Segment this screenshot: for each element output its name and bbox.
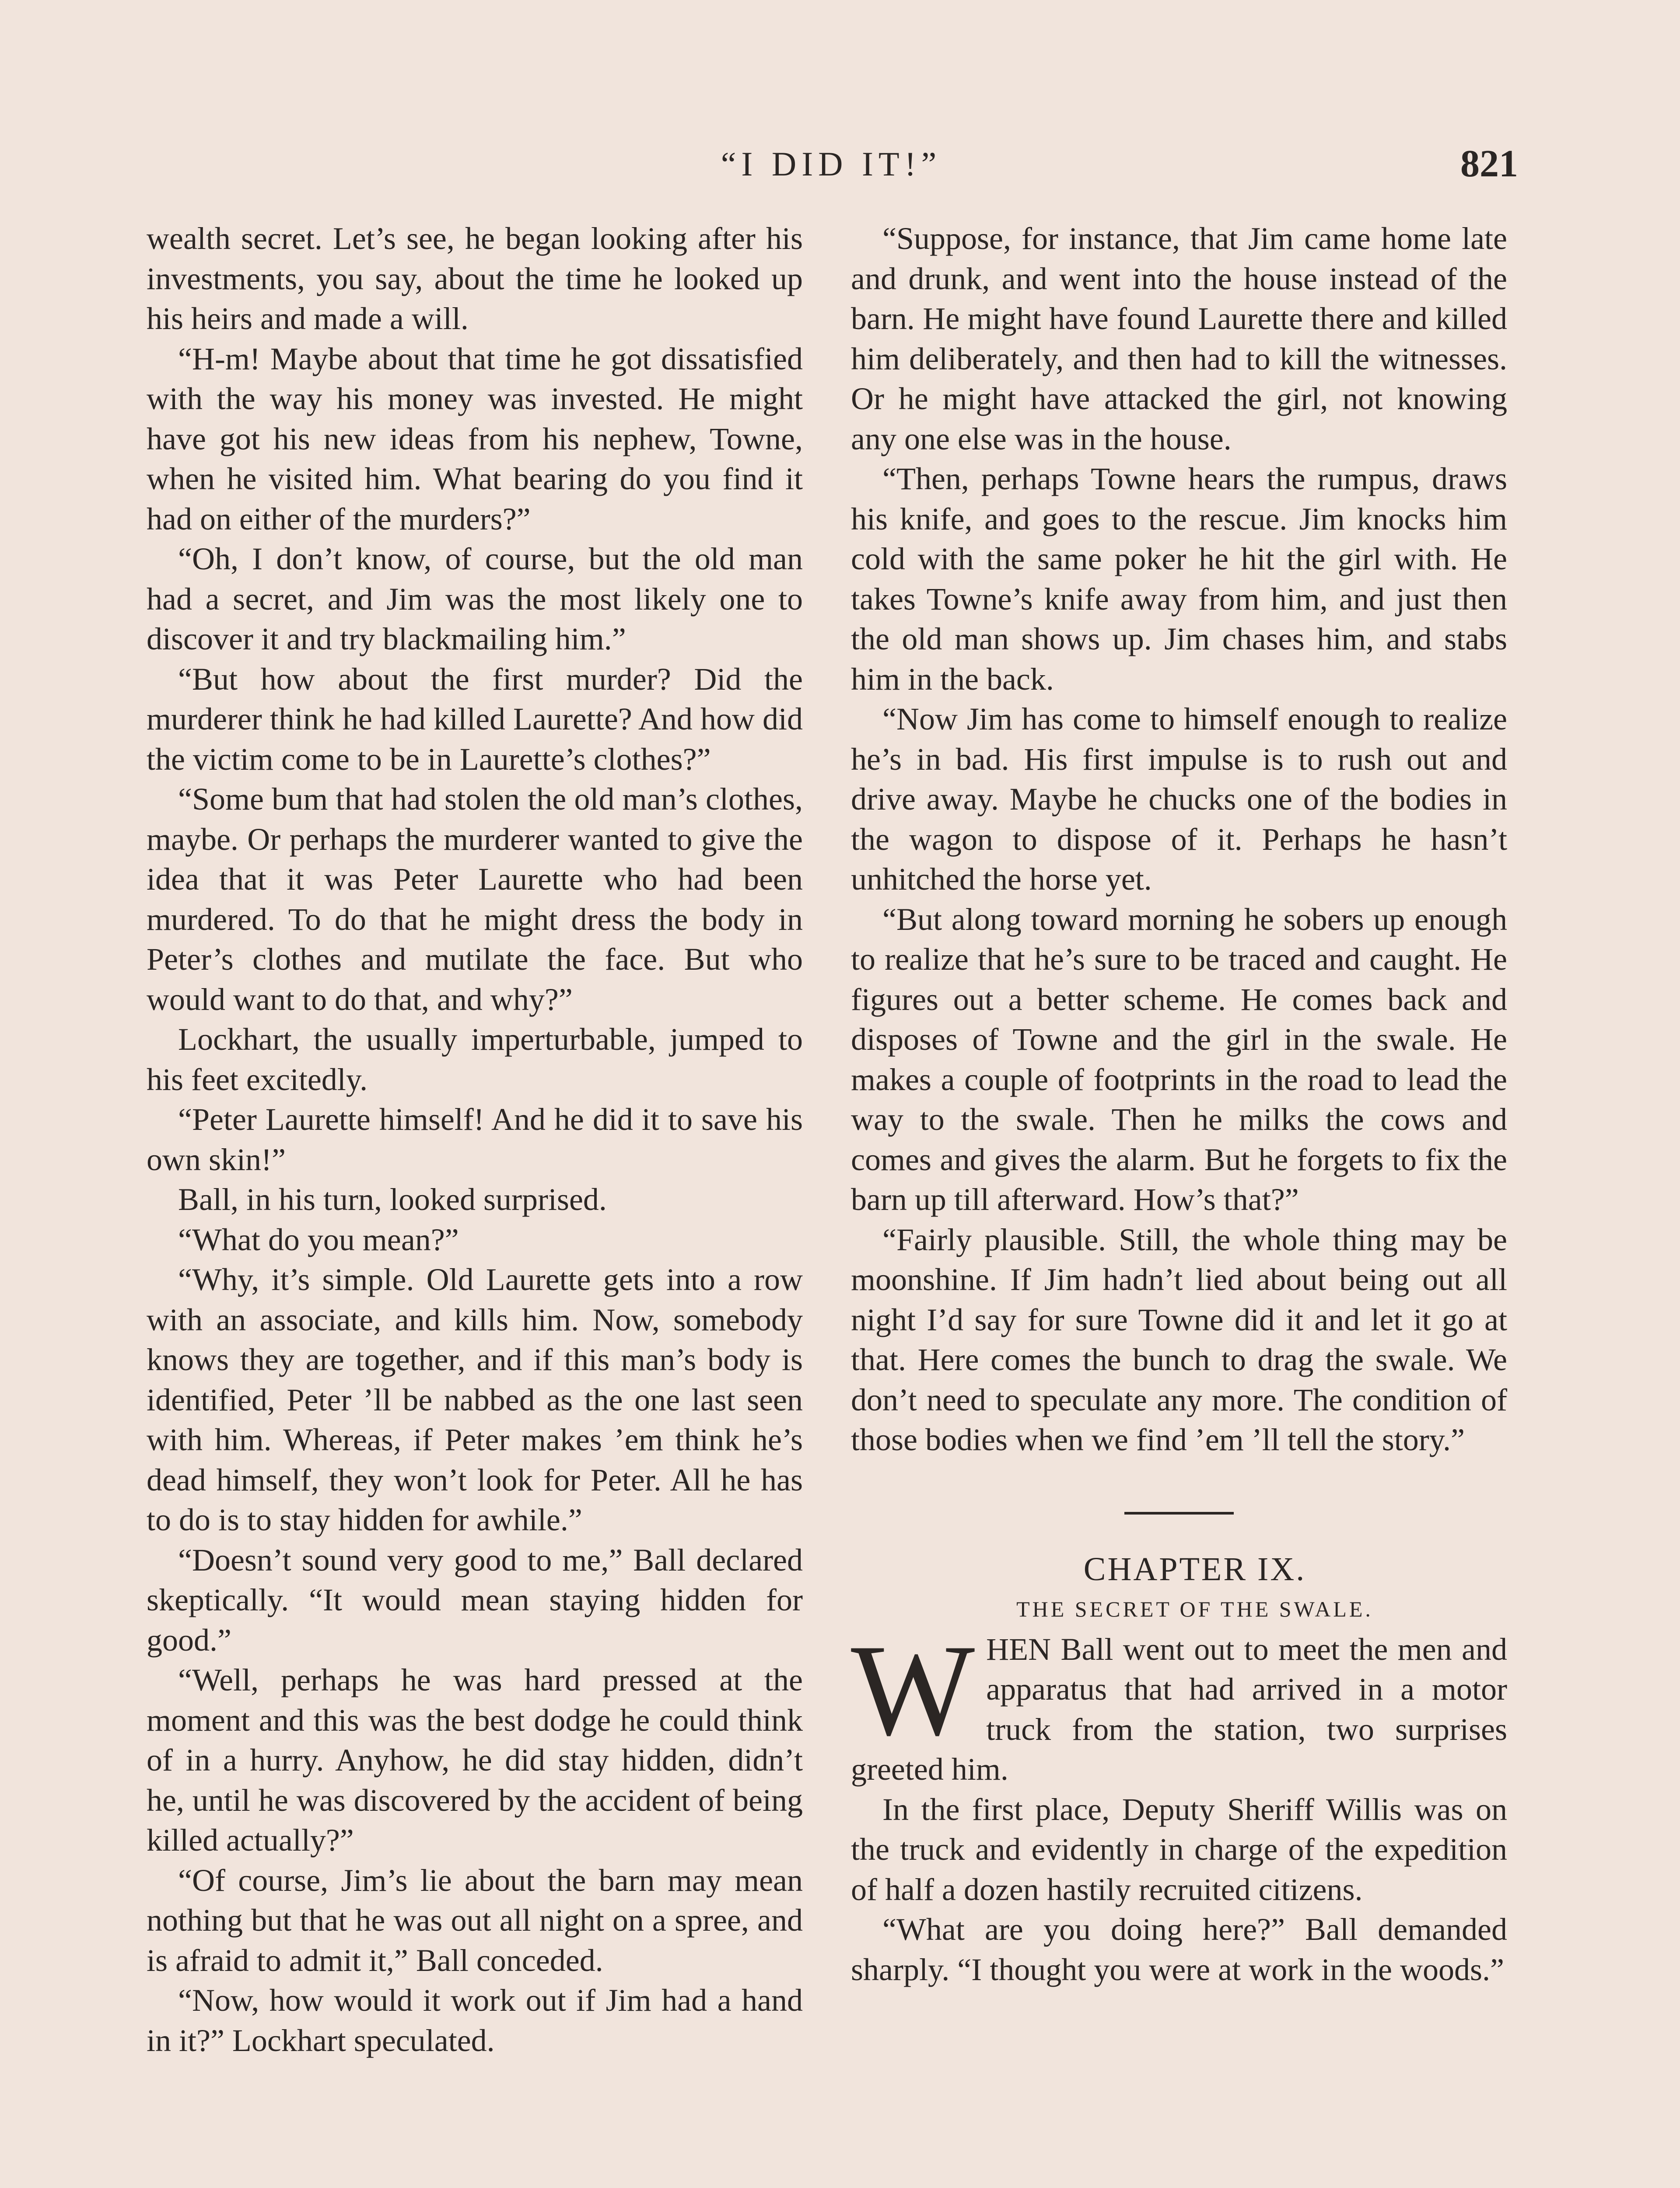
paragraph: “Some bum that had stolen the old man’s clothes, maybe. Or perhaps the murderer wanted to give the idea that it was Peter Laurette who had been murdered. To do that he might dress the body in Peter’s clothes and mutilate the face. But who would want to do that, and why?” [147,782,803,1017]
chapter-paragraph: In the first place, Deputy Sheriff Willis was on the truck and evidently in charge of the expedition of half a dozen hastily recruited citizens. [851,1792,1507,1907]
paragraph: “Well, perhaps he was hard pressed at the moment and this was the best dodge he could think of in a hurry. Anyhow, he did stay hidden, didn’t he, until he was discovered by the accident of being killed actually?” [147,1662,803,1858]
paragraph: “But how about the first murder? Did the murderer think he had killed Laurette? And how did the victim come to be in Laurette’s clothes?” [147,661,803,777]
paragraph: “Peter Laurette himself! And he did it to save his own skin!” [147,1102,803,1177]
drop-cap: W [851,1617,975,1763]
paragraph: Ball, in his turn, looked surprised. [178,1182,607,1217]
paragraph: “Doesn’t sound very good to me,” Ball declared skeptically. “It would mean staying hidden for good.” [147,1542,803,1658]
chapter-title: CHAPTER IX. [1083,1550,1306,1588]
paragraph: “Of course, Jim’s lie about the barn may mean nothing but that he was out all night on a spree, and is afraid to admit it,” Ball conceded. [147,1862,803,1978]
running-title: “I DID IT!” [721,145,942,183]
paragraph: “Now, how would it work out if Jim had a hand in it?” Lockhart speculated. [147,1983,803,2058]
paragraph: “But along toward morning he sobers up enough to realize that he’s sure to be traced and caught. He figures out a better scheme. He comes back and disposes of Towne and the girl in the swale. He makes a couple of footprints in the road to lead the way to the swale. Then he milks the cows and comes and gives the alarm. But he forgets to fix the barn up till afterward. How’s that?” [851,901,1507,1217]
page-header [144,144,1518,193]
chapter-subtitle: THE SECRET OF THE SWALE. [1016,1597,1373,1621]
right-column [851,219,1507,1990]
paragraph: “Now Jim has come to himself enough to realize he’s in bad. His first impulse is to rush out and drive away. Maybe he chucks one of the bodies in the wagon to dispose of it. Perhaps he hasn’t unhitched the horse yet. [851,701,1507,897]
paragraph: “Oh, I don’t know, of course, but the old man had a secret, and Jim was the most likely one to discover it and try blackmailing him.” [147,541,803,656]
page-number: 821 [1460,143,1518,185]
paragraph: “Fairly plausible. Still, the whole thing may be moonshine. If Jim hadn’t lied about being out all night I’d say for sure Towne did it and let it go at that. Here comes the bunch to drag the swale. We don’t need to speculate any more. The condition of those bodies when we find ’em ’ll tell the story.” [851,1222,1507,1457]
paragraph: “Why, it’s simple. Old Laurette gets into a row with an associate, and kills him. Now, somebody knows they are together, and if this man’s body is identified, Peter ’ll be nabbed as the one last seen with him. Whereas, if Peter makes ’em think he’s dead himself, they won’t look for Peter. All he has to do is to stay hidden for awhile.” [147,1262,803,1537]
chapter-divider [1124,1512,1234,1515]
paragraph: “Then, perhaps Towne hears the rumpus, draws his knife, and goes to the rescue. Jim knocks him cold with the same poker he hit the girl with. He takes Towne’s knife away from him, and just then the old man shows up. Jim chases him, and stabs him in the back. [851,461,1507,697]
chapter-paragraph: “What are you doing here?” Ball demanded sharply. “I thought you were at work in the woods.” [851,1912,1507,1987]
paragraph: “Suppose, for instance, that Jim came home late and drunk, and went into the house instead of the barn. He might have found Laurette there and killed him deliberately, and then had to kill the witnesses. Or he might have attacked the girl, not knowing any one else was in the house. [851,221,1507,456]
paragraph: wealth secret. Let’s see, he began looking after his investments, you say, about the time he looked up his heirs and made a will. [147,221,803,336]
paragraph: Lockhart, the usually imperturbable, jumped to his feet excitedly. [147,1022,803,1097]
chapter-opening-paragraph [851,1617,1507,1790]
chapter-opening-text: HEN Ball went out to meet the men and apparatus that had arrived in a motor truck from the station, two surprises greeted him. [851,1631,1507,1787]
paragraph: “What do you mean?” [178,1222,459,1257]
right-column-paragraphs [851,219,1507,1460]
left-column [147,219,803,2061]
paragraph: “H-m! Maybe about that time he got dissatisfied with the way his money was invested. He might have got his new ideas from his nephew, Towne, when he visited him. What bearing do you find it had on either of the murders?” [147,341,803,536]
